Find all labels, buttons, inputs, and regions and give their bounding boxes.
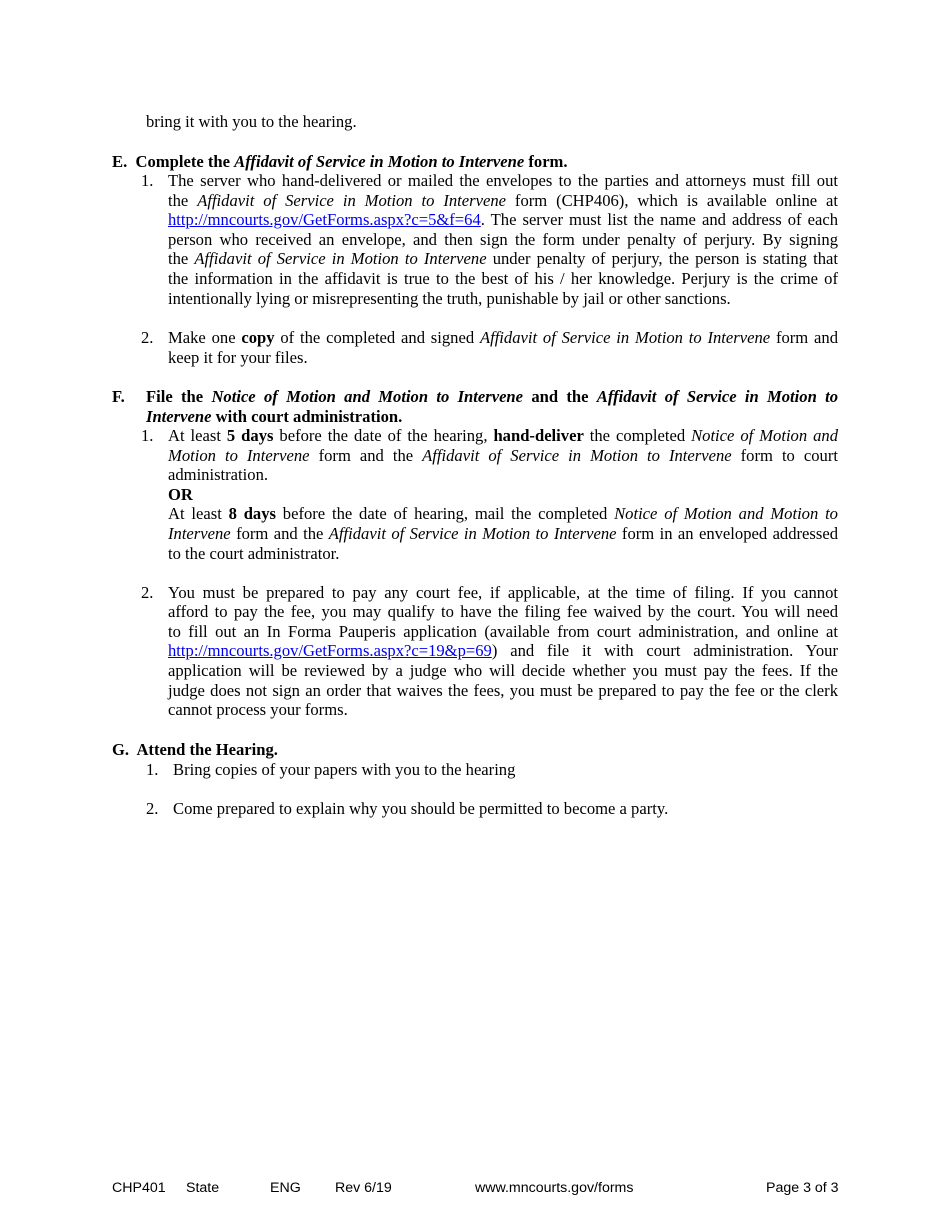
section-e-item2-line: keep it for your files. <box>168 348 308 367</box>
section-f-item2-line: afford to pay the fee, you may qualify to have the filing fee waived by the court. You will need <box>168 602 838 621</box>
section-g-item1-number: 1. <box>146 760 159 779</box>
section-f-item2-line: judge does not sign an order that waives the fees, you must be prepared to pay the fee or the clerk <box>168 681 838 700</box>
section-f-item1-line: administration. <box>168 465 269 484</box>
section-e-item2-number: 2. <box>141 328 154 347</box>
section-g-heading <box>112 740 278 760</box>
section-e-item1-line: the information in the affidavit is true to the best of his / her knowledge. Perjury is the crime of <box>168 269 838 288</box>
footer-language: ENG <box>270 1180 301 1196</box>
footer-page-number: Page 3 of 3 <box>766 1180 839 1196</box>
section-f-letter: F. <box>112 387 125 406</box>
section-e-item1-line: the Affidavit of Service in Motion to Intervene under penalty of perjury, the person is stating that <box>168 249 838 268</box>
ifp-application-link[interactable]: http://mncourts.gov/GetForms.aspx?c=19&p=69 <box>168 641 492 660</box>
intro-line: bring it with you to the hearing. <box>146 112 357 131</box>
section-f-item1-line: Motion to Intervene form and the Affidavit of Service in Motion to Intervene form to court <box>168 446 838 465</box>
section-g-item2: Come prepared to explain why you should be permitted to become a party. <box>173 799 669 818</box>
section-f-item2-line: http://mncourts.gov/GetForms.aspx?c=19&p=69) and file it with court administration. Your <box>168 641 838 660</box>
section-f-item1-line: At least 8 days before the date of hearing, mail the completed Notice of Motion and Motion to <box>168 504 838 523</box>
section-e-item1-line: The server who hand-delivered or mailed the envelopes to the parties and attorneys must fill out <box>168 171 838 190</box>
section-f-item2-line: application will be reviewed by a judge who will decide whether you must pay the fees. If the <box>168 661 838 680</box>
section-g-letter: G. <box>112 740 130 759</box>
footer-website: www.mncourts.gov/forms <box>475 1180 634 1196</box>
section-f-heading: File the Notice of Motion and Motion to Intervene and the Affidavit of Service in Motion to <box>146 387 838 406</box>
section-e-item2-line: Make one copy of the completed and signed Affidavit of Service in Motion to Intervene form and <box>168 328 838 347</box>
section-f-item1-line: Intervene form and the Affidavit of Service in Motion to Intervene form in an enveloped addressed <box>168 524 838 543</box>
or-separator: OR <box>168 485 193 504</box>
footer-jurisdiction: State <box>186 1180 220 1196</box>
section-e-heading-form-name: Affidavit of Service in Motion to Intervene <box>234 152 525 171</box>
section-g-heading-text: Attend the Hearing. <box>136 740 278 759</box>
section-e-letter: E. <box>112 152 128 171</box>
section-e-item1-number: 1. <box>141 171 154 190</box>
section-e-item1-line: the Affidavit of Service in Motion to Intervene form (CHP406), which is available online at <box>168 191 839 210</box>
footer-form-code: CHP401 <box>112 1180 166 1196</box>
section-f-item2-line: You must be prepared to pay any court fee, if applicable, at the time of filing. If you cannot <box>168 583 838 602</box>
section-f-item2-line: to fill out an In Forma Pauperis application (available from court administration, and online at <box>168 622 838 641</box>
section-g-item2-number: 2. <box>146 799 159 818</box>
section-e-item1-line: intentionally lying or misrepresenting the truth, punishable by jail or other sanctions. <box>168 289 731 308</box>
affidavit-form-link[interactable]: http://mncourts.gov/GetForms.aspx?c=5&f=64 <box>168 210 481 229</box>
section-f-item1-number: 1. <box>141 426 154 445</box>
section-e-heading <box>112 152 568 172</box>
section-f-item2-line: cannot process your forms. <box>168 700 348 719</box>
section-f-item2-number: 2. <box>141 583 154 602</box>
section-e-heading-suffix: form. <box>524 152 568 171</box>
section-e-heading-text: Complete the <box>135 152 235 171</box>
section-f-heading-cont: Intervene with court administration. <box>146 407 403 426</box>
section-e-item1-line: person who received an envelope, and then sign the form under penalty of perjury. By signing <box>168 230 838 249</box>
section-f-item1-line: to the court administrator. <box>168 544 340 563</box>
section-f-item1-line: At least 5 days before the date of the hearing, hand-deliver the completed Notice of Motion and <box>168 426 838 445</box>
section-e-item1-line: http://mncourts.gov/GetForms.aspx?c=5&f=64. The server must list the name and address of each <box>168 210 838 229</box>
section-g-item1: Bring copies of your papers with you to the hearing <box>173 760 516 779</box>
footer-revision: Rev 6/19 <box>335 1180 392 1196</box>
